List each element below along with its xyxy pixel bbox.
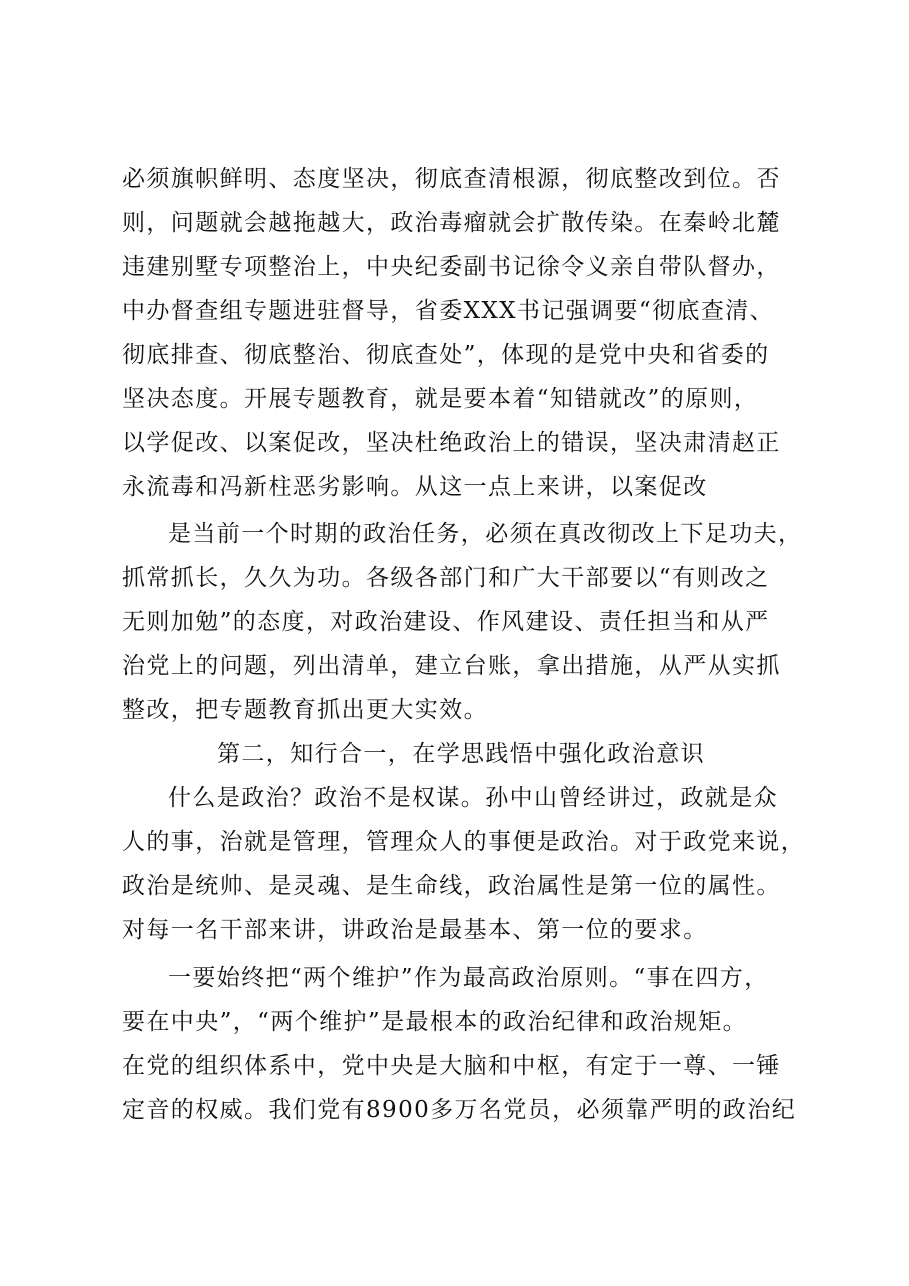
paragraph-1-line-7: 以学促改、以案促改，坚决杜绝政治上的错误，坚决肃清赵正 (122, 430, 781, 456)
paragraph-3-line-2: 人的事，治就是管理，管理众人的事便是政治。对于政党来说， (122, 829, 806, 855)
paragraph-1-line-5: 彻底排查、彻底整治、彻底查处”，体现的是党中央和省委的 (122, 342, 770, 368)
paragraph-1-line-8: 永流毒和冯新柱恶劣影响。从这一点上来讲，以案促改 (122, 474, 708, 500)
paragraph-1-line-1: 必须旗帜鲜明、态度坚决，彻底查清根源，彻底整改到位。否 (122, 166, 781, 192)
paragraph-2-line-3: 无则加勉”的态度，对政治建设、作风建设、责任担当和从严 (122, 609, 770, 635)
paragraph-4-line-2: 要在中央”，“两个维护”是最根本的政治纪律和政治规矩。 (122, 1009, 748, 1035)
paragraph-4-line-4: 定音的权威。我们党有8900多万名党员，必须靠严明的政治纪 (122, 1097, 797, 1123)
paragraph-2-line-5: 整改，把专题教育抓出更大实效。 (122, 697, 488, 723)
paragraph-1-line-4: 中办督查组专题进驻督导，省委XXX书记强调要“彻底查清、 (122, 298, 775, 324)
paragraph-3-line-1: 什么是政治？政治不是权谋。孙中山曾经讲过，政就是众 (168, 785, 778, 811)
paragraph-2-line-4: 治党上的问题，列出清单，建立台账，拿出措施，从严从实抓 (122, 653, 781, 679)
paragraph-2-line-1: 是当前一个时期的政治任务，必须在真改彻改上下足功夫， (168, 521, 803, 547)
paragraph-4-line-1: 一要始终把“两个维护”作为最高政治原则。“事在四方， (168, 965, 769, 991)
section-heading: 第二，知行合一，在学思践悟中强化政治意识 (217, 741, 705, 767)
paragraph-3-line-3: 政治是统帅、是灵魂、是生命线，政治属性是第一位的属性。 (122, 873, 781, 899)
paragraph-2-line-2: 抓常抓长，久久为功。各级各部门和广大干部要以“有则改之 (122, 565, 770, 591)
paragraph-1-line-6: 坚决态度。开展专题教育，就是要本着“知错就改”的原则， (122, 386, 759, 412)
paragraph-1-line-3: 违建别墅专项整治上，中央纪委副书记徐令义亲自带队督办， (122, 254, 781, 280)
paragraph-1-line-2: 则，问题就会越拖越大，政治毒瘤就会扩散传染。在秦岭北麓 (122, 210, 781, 236)
paragraph-3-line-4: 对每一名干部来讲，讲政治是最基本、第一位的要求。 (122, 917, 708, 943)
paragraph-4-line-3: 在党的组织体系中，党中央是大脑和中枢，有定于一尊、一锤 (122, 1053, 781, 1079)
